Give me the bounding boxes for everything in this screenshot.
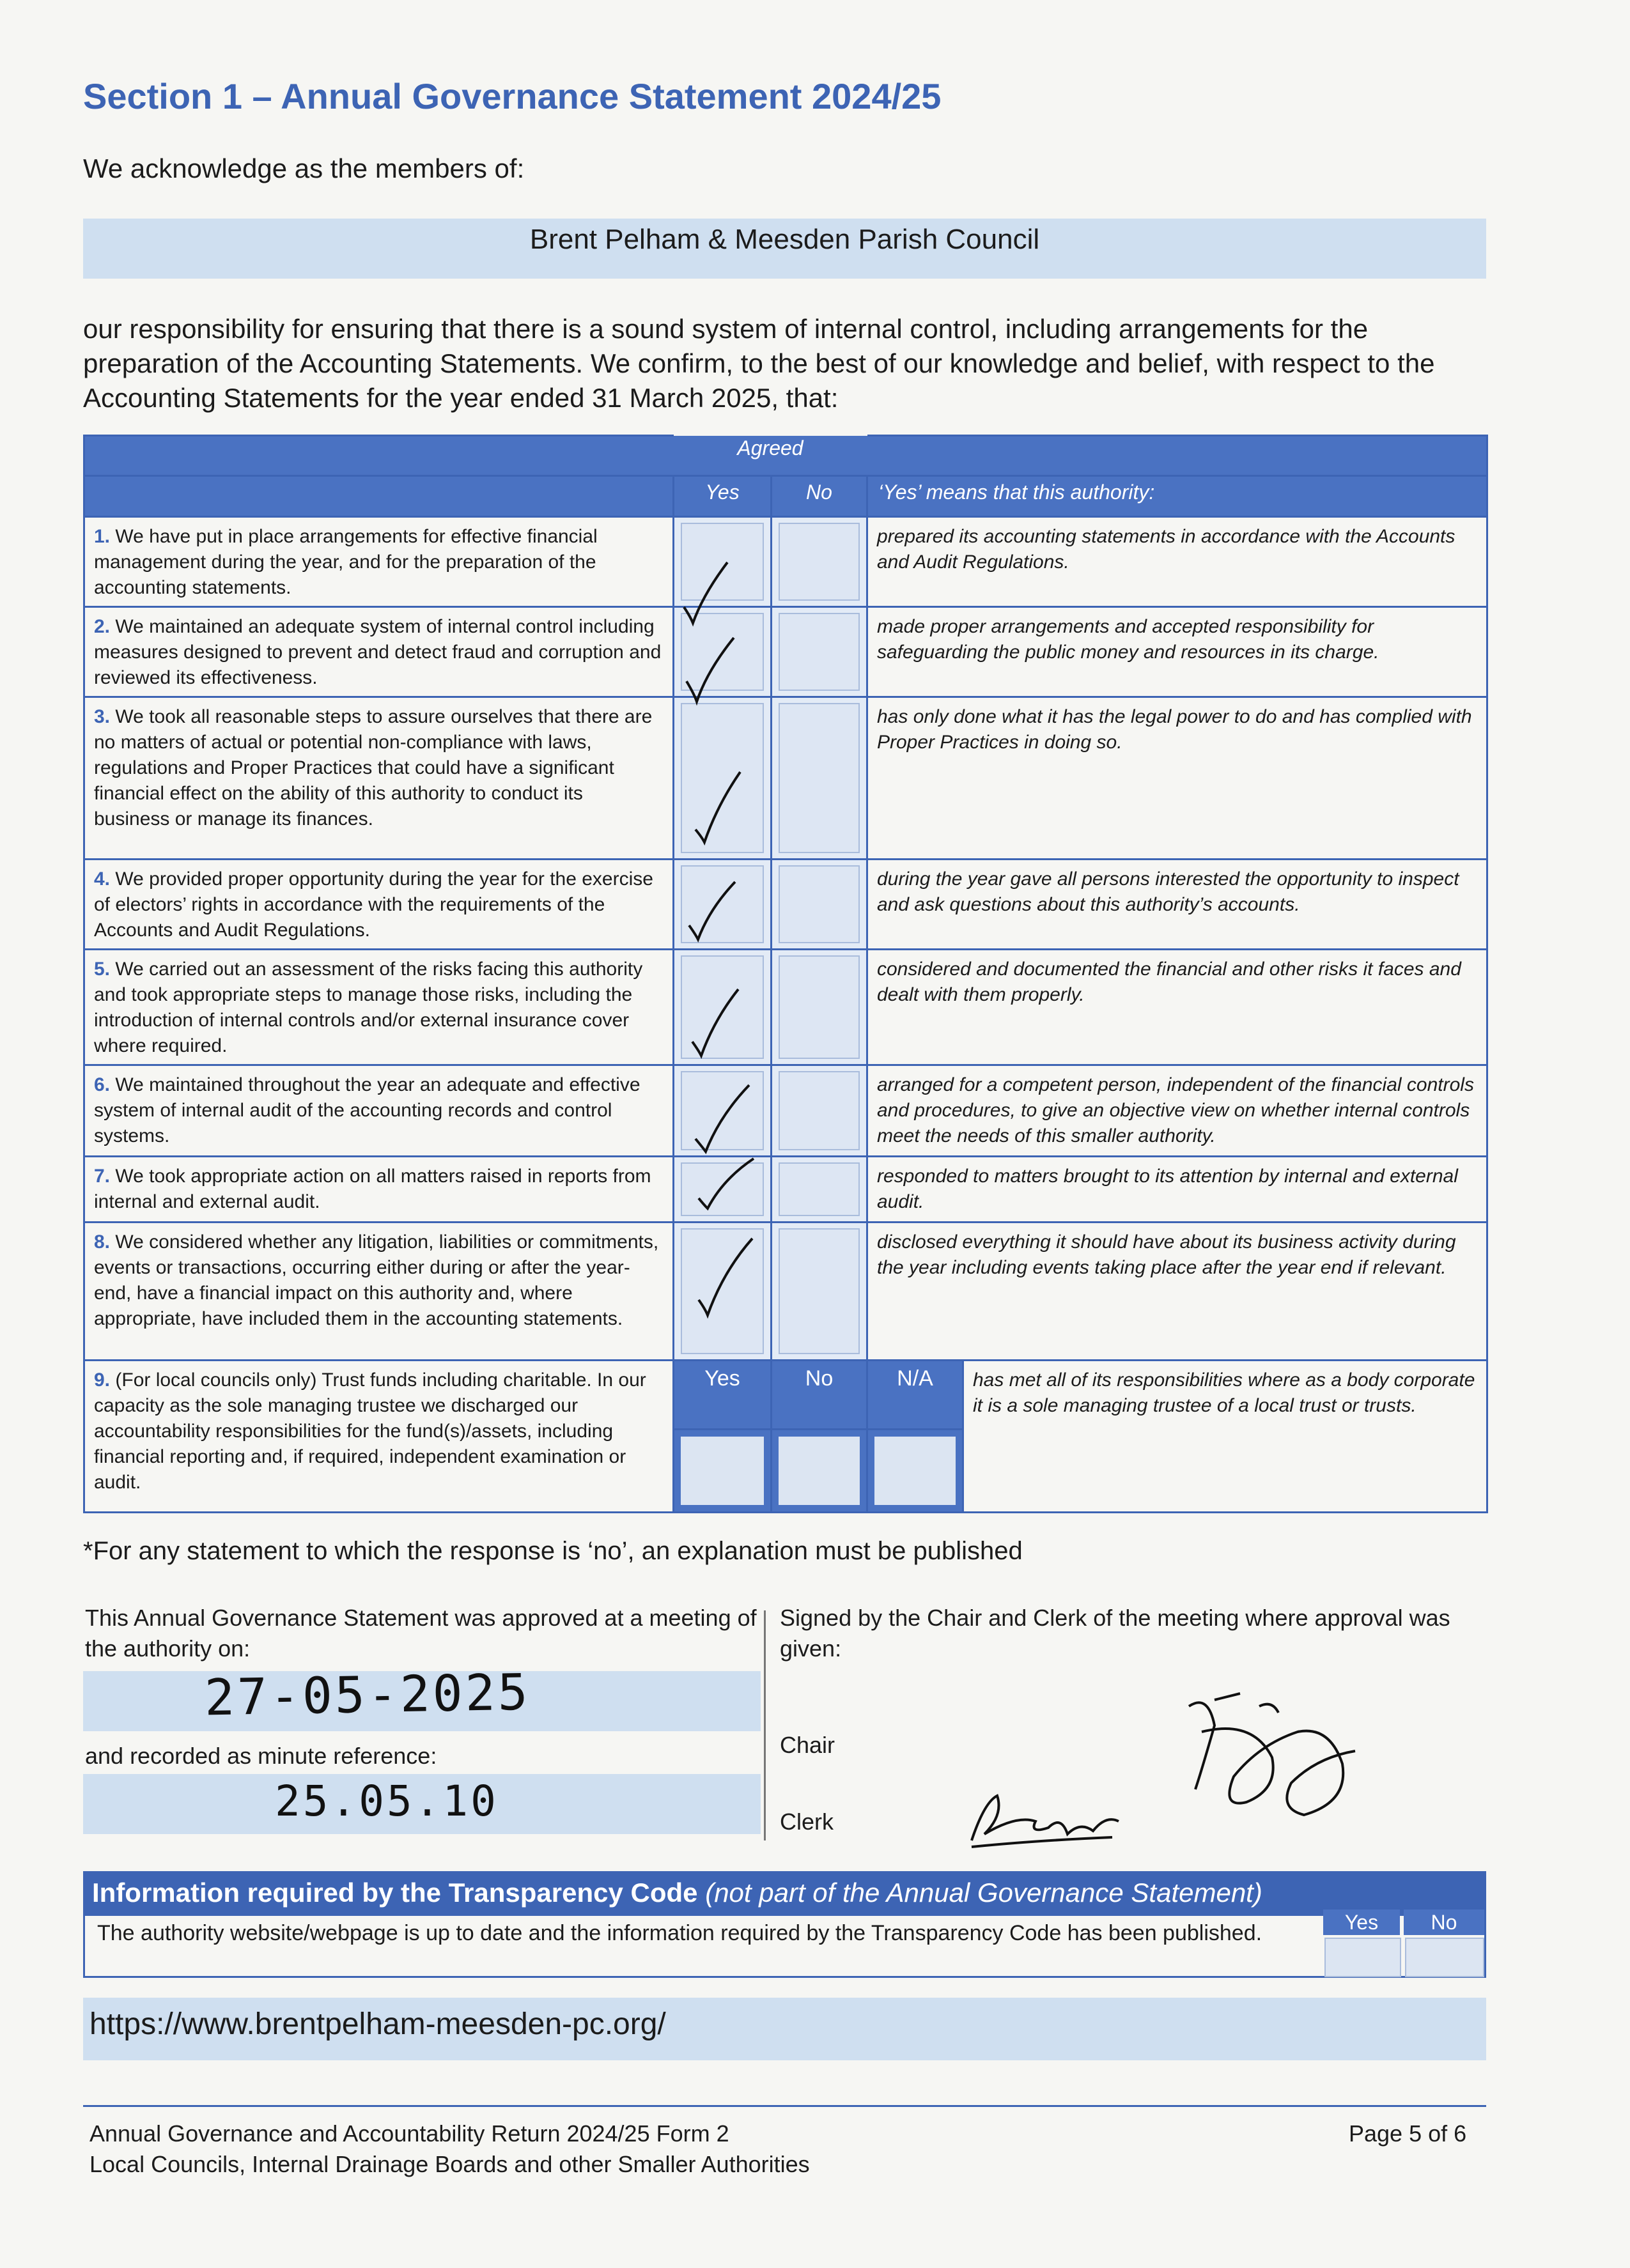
transparency-no-header: No: [1404, 1909, 1484, 1935]
no-box[interactable]: [772, 950, 867, 1065]
yes-box[interactable]: [674, 1157, 772, 1223]
statement-row-5: [84, 950, 1487, 1065]
statement-text: 8. We considered whether any litigation, liabilities or commitments, events or transactions, occurring either during or after the year-end, have a financial impact on this authority and, where appropriate, have included them in the accounting statements.: [84, 1223, 674, 1361]
statement-text: 1. We have put in place arrangements for effective financial management during the year, and for the preparation of the accounting statements.: [84, 517, 674, 607]
divider: [764, 1610, 766, 1840]
yes-box[interactable]: [674, 517, 772, 607]
no-box[interactable]: [772, 1223, 867, 1361]
means-text: considered and documented the financial and other risks it faces and dealt with them properly.: [867, 950, 1487, 1065]
council-name: Brent Pelham & Meesden Parish Council: [529, 224, 1040, 255]
statement-text: 5. We carried out an assessment of the risks facing this authority and took appropriate steps to manage those risks, including the introduction of internal controls and/or external insurance cover where required.: [84, 950, 674, 1065]
approved-text: This Annual Governance Statement was approved at a meeting of the authority on:: [85, 1605, 757, 1662]
yes-box[interactable]: [674, 1223, 772, 1361]
acknowledge-text: We acknowledge as the members of:: [83, 153, 525, 183]
yes-box[interactable]: [674, 860, 772, 950]
transparency-no-box[interactable]: [1405, 1938, 1484, 1977]
no-box[interactable]: [772, 1065, 867, 1157]
row9-yes-header: Yes: [674, 1361, 772, 1430]
transparency-yes-header: Yes: [1323, 1909, 1400, 1935]
means-text: has met all of its responsibilities where as a body corporate it is a sole managing trustee of a local trust or trusts.: [963, 1361, 1487, 1513]
approval-date: 27-05-2025: [204, 1663, 531, 1727]
statement-row-8: [84, 1223, 1487, 1361]
no-box[interactable]: [772, 697, 867, 860]
page-title: Section 1 – Annual Governance Statement 2024/25: [83, 76, 942, 116]
means-text: arranged for a competent person, independent of the financial controls and procedures, to give an objective view on whether internal controls meet the needs of this smaller authority.: [867, 1065, 1487, 1157]
footer-form: Annual Governance and Accountability Return 2024/25 Form 2: [89, 2120, 729, 2147]
statement-row-7: [84, 1157, 1487, 1223]
no-box[interactable]: [772, 517, 867, 607]
transparency-text: The authority website/webpage is up to date and the information required by the Transparency Code has been published.: [97, 1921, 1262, 1945]
statement-row-6: [84, 1065, 1487, 1157]
signed-text: Signed by the Chair and Clerk of the meeting where approval was given:: [780, 1605, 1450, 1662]
means-text: made proper arrangements and accepted responsibility for safeguarding the public money and resources in its charge.: [867, 607, 1487, 697]
footer-rule: [83, 2105, 1486, 2107]
footnote: *For any statement to which the response is ‘no’, an explanation must be published: [83, 1537, 1023, 1565]
no-box[interactable]: [772, 607, 867, 697]
footer-authorities: Local Councils, Internal Drainage Boards and other Smaller Authorities: [89, 2151, 810, 2177]
statement-text: 6. We maintained throughout the year an adequate and effective system of internal audit of the accounting records and control systems.: [84, 1065, 674, 1157]
no-box[interactable]: [772, 860, 867, 950]
statement-text: 2. We maintained an adequate system of internal control including measures designed to prevent and detect fraud and corruption and reviewed its effectiveness.: [84, 607, 674, 697]
clerk-label: Clerk: [780, 1809, 834, 1835]
minute-reference: 25.05.10: [275, 1777, 499, 1826]
minute-label: and recorded as minute reference:: [85, 1743, 437, 1769]
chair-label: Chair: [780, 1732, 835, 1758]
row9-na-header: N/A: [867, 1361, 963, 1430]
table-subheader-row: [84, 476, 1487, 517]
row9-no-header: No: [772, 1361, 867, 1430]
means-text: disclosed everything it should have about its business activity during the year including events taking place after the year end if relevant.: [867, 1223, 1487, 1361]
yes-header: Yes: [674, 476, 772, 517]
statement-row-2: [84, 607, 1487, 697]
means-header: ‘Yes’ means that this authority:: [867, 476, 1487, 517]
governance-table: [83, 435, 1488, 1513]
table-header-row: [84, 436, 1487, 476]
row9-na-box[interactable]: [867, 1430, 963, 1513]
website-url: https://www.brentpelham-meesden-pc.org/: [89, 2007, 666, 2041]
means-text: during the year gave all persons interested the opportunity to inspect and ask questions about this authority’s accounts.: [867, 860, 1487, 950]
yes-box[interactable]: [674, 950, 772, 1065]
transparency-title: Information required by the Transparency Code: [92, 1878, 698, 1908]
means-text: has only done what it has the legal power to do and has complied with Proper Practices in doing so.: [867, 697, 1487, 860]
agreed-header: Agreed: [674, 436, 867, 476]
transparency-header: [83, 1871, 1486, 1916]
means-text: responded to matters brought to its attention by internal and external audit.: [867, 1157, 1487, 1223]
row9-no-box[interactable]: [772, 1430, 867, 1513]
no-header: No: [772, 476, 867, 517]
no-box[interactable]: [772, 1157, 867, 1223]
chair-signature: [1163, 1681, 1374, 1828]
yes-box[interactable]: [674, 697, 772, 860]
row9-yes-box[interactable]: [674, 1430, 772, 1513]
statement-text: 3. We took all reasonable steps to assure ourselves that there are no matters of actual or potential non-compliance with laws, regulations and Proper Practices that could have a significant financial effect on the ability of this authority to conduct its business or manage its finances.: [84, 697, 674, 860]
statement-row-3: [84, 697, 1487, 860]
statement-text: 7. We took appropriate action on all matters raised in reports from internal and external audit.: [84, 1157, 674, 1223]
intro-paragraph: our responsibility for ensuring that there is a sound system of internal control, including arrangements for the preparation of the Accounting Statements. We confirm, to the best of our knowledge and belief, with respect to the Accounting Statements for the year ended 31 March 2025, that:: [83, 314, 1435, 413]
means-text: prepared its accounting statements in accordance with the Accounts and Audit Regulations.: [867, 517, 1487, 607]
statement-row-1: [84, 517, 1487, 607]
statement-row-9: [84, 1361, 1487, 1430]
clerk-signature: [959, 1777, 1138, 1860]
transparency-yes-box[interactable]: [1324, 1938, 1401, 1977]
statement-text: 9. (For local councils only) Trust funds including charitable. In our capacity as the sole managing trustee we discharged our accountability responsibilities for the fund(s)/assets, including financial reporting and, if required, independent examination or audit.: [84, 1361, 674, 1513]
yes-box[interactable]: [674, 607, 772, 697]
yes-box[interactable]: [674, 1065, 772, 1157]
statement-row-4: [84, 860, 1487, 950]
transparency-subtitle: (not part of the Annual Governance Statement): [705, 1878, 1262, 1908]
page-number: Page 5 of 6: [1349, 2120, 1467, 2147]
statement-text: 4. We provided proper opportunity during the year for the exercise of electors’ rights in accordance with the requirements of the Accounts and Audit Regulations.: [84, 860, 674, 950]
